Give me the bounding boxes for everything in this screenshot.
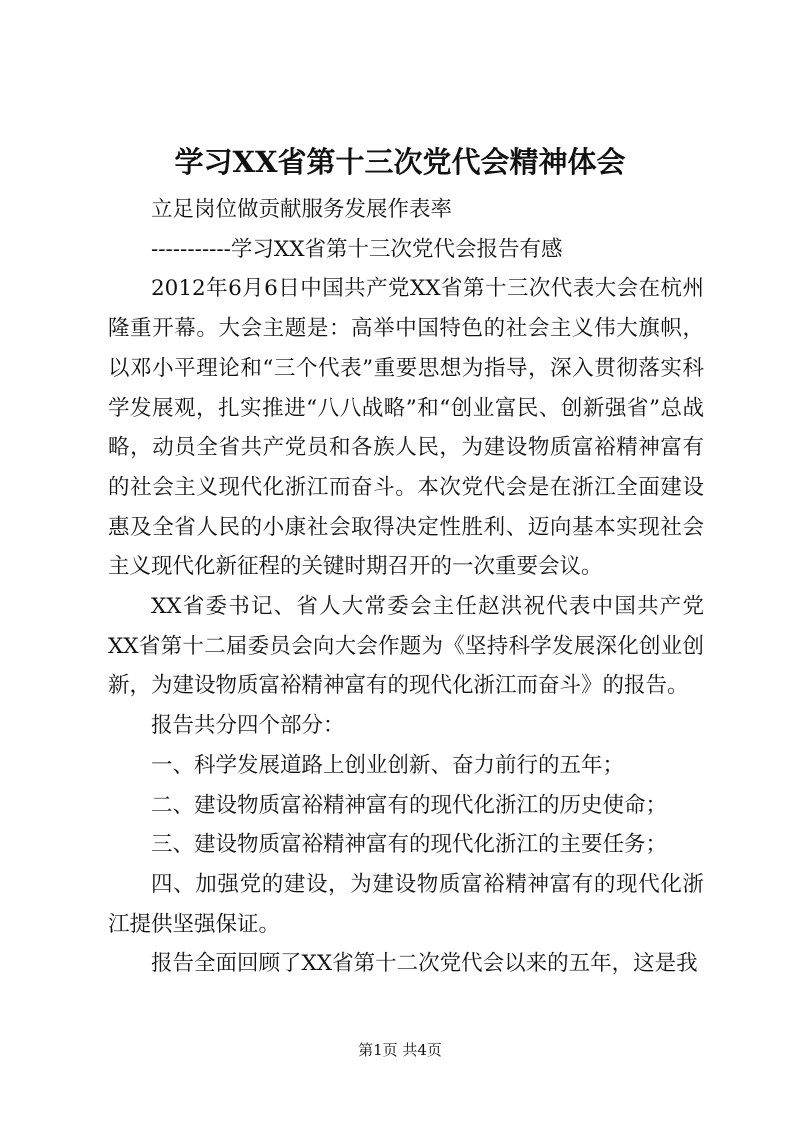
page-footer: 第1页 共4页 — [358, 1041, 442, 1059]
list-item-part-3: 三、建设物质富裕精神富有的现代化浙江的主要任务； — [151, 832, 668, 858]
paragraph-review: 报告全面回顾了XX省第十二次党代会以来的五年，这是我 — [151, 951, 698, 977]
subtitle-secondary: -----------学习XX省第十三次党代会报告有感 — [151, 236, 563, 262]
paragraph-report: XX省委书记、省人大常委会主任赵洪祝代表中国共产党XX省第十二届委员会向大会作题为《坚持科学发展深化创业创新，为建设物质富裕精神富有的现代化浙江而奋斗》的报告。 — [108, 594, 704, 699]
subtitle: 立足岗位做贡献服务发展作表率 — [151, 197, 453, 222]
paragraph-report-parts: 报告共分四个部分： — [151, 713, 345, 739]
paragraph-opening: 2012年6月6日中国共产党XX省第十三次代表大会在杭州隆重开幕。大会主题是：高举中国特色的社会主义伟大旗帜，以邓小平理论和“三个代表”重要思想为指导，深入贯彻落实科学发展观，扎实推进“八八战略”和“创业富民、创新强省”总战略，动员全省共产党员和各族人民，为建设物质富裕精神富有的社会主义现代化浙江而奋斗。本次党代会是在浙江全面建设惠及全省人民的小康社会取得决定性胜利、迈向基本实现社会主义现代化新征程的关键时期召开的一次重要会议。 — [108, 276, 704, 580]
list-item-part-4: 四、加强党的建设，为建设物质富裕精神富有的现代化浙江提供坚强保证。 — [108, 871, 704, 937]
list-item-part-1: 一、科学发展道路上创业创新、奋力前行的五年； — [151, 752, 625, 778]
document-title: 学习XX省第十三次党代会精神体会 — [174, 145, 626, 179]
list-item-part-2: 二、建设物质富裕精神富有的现代化浙江的历史使命； — [151, 792, 668, 818]
document-body — [108, 190, 704, 984]
